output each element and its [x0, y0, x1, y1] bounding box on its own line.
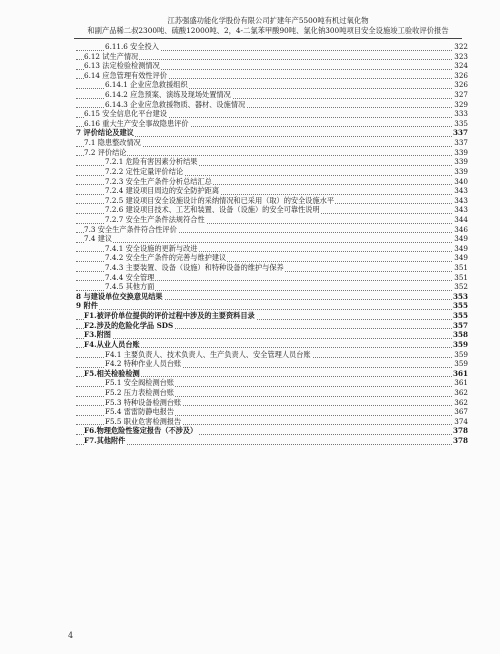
toc-dot-leader: [76, 155, 468, 156]
toc-entry-page: 361: [452, 368, 468, 378]
toc-entry[interactable]: [76, 359, 468, 369]
header-rule: [74, 38, 462, 39]
toc-entry[interactable]: [76, 42, 468, 52]
toc-entry-title: F6.物理危险性鉴定报告（不涉及）: [84, 426, 198, 436]
toc-entry-page: 326: [454, 80, 468, 90]
toc-entry[interactable]: [76, 321, 468, 331]
toc-entry-page: 346: [454, 224, 468, 234]
toc-dot-leader: [76, 242, 468, 243]
toc-entry[interactable]: [76, 71, 468, 81]
toc-entry-page: 378: [452, 426, 468, 436]
toc-entry[interactable]: [76, 378, 468, 388]
toc-entry[interactable]: [76, 253, 468, 263]
toc-entry-title: F7.其他附件: [84, 435, 126, 445]
toc-entry-title: 6.16 重大生产安全事故隐患评价: [84, 118, 189, 128]
toc-entry-title: 7.4.5 其他方面: [105, 282, 155, 292]
toc-entry-title: 7.2.2 定性定量评价结论: [105, 166, 184, 176]
toc-entry[interactable]: [76, 388, 468, 398]
toc-entry[interactable]: [76, 407, 468, 417]
toc-entry-title: 6.12 试生产情况: [84, 51, 139, 61]
toc-entry-page: 359: [454, 349, 468, 359]
header-line-1: 江苏强盛功能化学股份有限公司扩建年产5500吨有机过氧化物: [167, 16, 369, 25]
toc-entry[interactable]: [76, 417, 468, 427]
toc-entry[interactable]: [76, 119, 468, 129]
toc-entry-page: 367: [454, 407, 468, 417]
toc-entry-title: F2.涉及的危险化学品 SDS: [84, 320, 174, 330]
toc-entry-title: 6.13 法定检验检测情况: [84, 61, 160, 71]
toc-entry-page: 333: [454, 109, 468, 119]
toc-entry-page: 351: [454, 272, 468, 282]
toc-entry-title: F3.附图: [84, 330, 111, 340]
toc-entry-title: 7.1 隐患整改情况: [84, 138, 141, 148]
toc-entry[interactable]: [76, 340, 468, 350]
toc-entry-page: 358: [452, 330, 468, 340]
toc-entry[interactable]: [76, 369, 468, 379]
toc-entry-page: 343: [454, 186, 468, 196]
toc-entry-title: F1.被评价单位提供的评价过程中涉及的主要资料目录: [84, 311, 255, 321]
toc-dot-leader: [76, 444, 468, 445]
toc-entry-page: 362: [454, 387, 468, 397]
toc-entry-title: 9 附件: [76, 301, 98, 311]
toc-entry[interactable]: [76, 177, 468, 187]
header-line-2: 和副产品稀二叔2300吨、硫酸12000吨、2，4-二氯苯甲酸90吨、氯化钠300吨项目安全设施竣工验收评价报告: [87, 26, 449, 35]
toc-entry-page: 359: [454, 359, 468, 369]
toc-entry-page: 355: [452, 311, 468, 321]
toc-entry[interactable]: [76, 234, 468, 244]
toc-entry-title: F5.4 雷雷防静电报告: [105, 407, 175, 417]
toc-entry-page: 359: [452, 339, 468, 349]
toc-entry[interactable]: [76, 215, 468, 225]
toc-entry-page: 343: [454, 205, 468, 215]
toc-entry[interactable]: [76, 90, 468, 100]
toc-entry[interactable]: [76, 138, 468, 148]
toc-entry-title: F5.2 压力表检测台账: [105, 387, 175, 397]
toc-entry-title: F5.相关检验检测: [84, 368, 140, 378]
toc-entry-title: 7.4.2 安全生产条件的完善与维护建议: [105, 253, 227, 263]
toc-entry-title: F4.1 主要负责人、技术负责人、生产负责人、安全管理人员台账: [105, 349, 311, 359]
toc-entry-title: 6.14.2 应急预案、演练及现场处置情况: [105, 90, 231, 100]
toc-entry[interactable]: [76, 244, 468, 254]
toc-entry[interactable]: [76, 398, 468, 408]
toc-entry[interactable]: [76, 148, 468, 158]
toc-entry[interactable]: [76, 100, 468, 110]
toc-entry-title: 7.3 安全生产条件符合性评价: [84, 224, 177, 234]
toc-entry-title: 7.2.1 危险有害因素分析结果: [105, 157, 198, 167]
toc-entry-title: 6.14.1 企业应急救援组织: [105, 80, 188, 90]
toc-entry[interactable]: [76, 311, 468, 321]
toc-entry-title: 7.2.5 建设项目安全设施设计的采纳情况和已采用（取）的安全设施水平: [105, 195, 335, 205]
toc-entry-page: 374: [454, 416, 468, 426]
toc-entry-page: 329: [454, 99, 468, 109]
toc-entry-page: 349: [454, 243, 468, 253]
toc-entry[interactable]: [76, 167, 468, 177]
toc-entry[interactable]: [76, 196, 468, 206]
toc-entry-page: 362: [454, 397, 468, 407]
toc-entry[interactable]: [76, 330, 468, 340]
toc-entry-page: 361: [454, 378, 468, 388]
toc-entry-page: 339: [454, 147, 468, 157]
toc-entry[interactable]: [76, 292, 468, 302]
page-number: 4: [68, 631, 74, 640]
toc-entry-title: 7.2.7 安全生产条件法规符合性: [105, 214, 205, 224]
toc-entry-title: 7.4.1 安全设施的更新与改进: [105, 243, 198, 253]
toc-entry-title: 7.2.6 建设项目技术、工艺和装置、设备（设施）的安全可靠性说明: [105, 205, 320, 215]
toc-entry-title: F5.3 特种设备检测台账: [105, 397, 182, 407]
toc-entry-title: 6.11.6 安全投入: [105, 42, 159, 51]
toc-entry-page: 349: [454, 234, 468, 244]
toc-entry-page: 337: [454, 138, 468, 148]
toc-dot-leader: [76, 309, 468, 310]
toc-entry-title: 8 与建设单位交换意见结果: [76, 291, 163, 301]
toc-entry-page: 352: [454, 282, 468, 292]
toc-entry-title: 7.2 评价结论: [84, 147, 127, 157]
toc-entry-page: 353: [452, 291, 468, 301]
toc-entry-page: 335: [454, 118, 468, 128]
toc-entry-title: 7.4 建议: [84, 234, 113, 244]
toc-entry-page: 355: [452, 301, 468, 311]
toc-entry-page: 322: [454, 42, 468, 51]
toc-entry-page: 337: [452, 128, 468, 138]
toc-entry-page: 327: [454, 90, 468, 100]
toc-entry[interactable]: [76, 52, 468, 62]
toc-entry-page: 357: [452, 320, 468, 330]
toc-entry[interactable]: [76, 282, 468, 292]
toc-entry-title: 6.15 安全信息化平台建设: [84, 109, 167, 119]
toc-entry[interactable]: [76, 109, 468, 119]
toc-entry-title: F5.5 职业危害检测报告: [105, 416, 182, 426]
toc-entry-page: 339: [454, 166, 468, 176]
toc-entry[interactable]: [76, 273, 468, 283]
toc-entry-page: 323: [454, 51, 468, 61]
toc-entry[interactable]: [76, 205, 468, 215]
toc-entry-page: 340: [454, 176, 468, 186]
toc-entry[interactable]: [76, 157, 468, 167]
toc-entry-page: 378: [452, 435, 468, 445]
toc-entry[interactable]: [76, 80, 468, 90]
toc-entry-page: 326: [454, 70, 468, 80]
table-of-contents: [76, 42, 468, 446]
toc-entry-title: 6.14 应急管理有效性评价: [84, 70, 167, 80]
toc-entry-title: 7 评价结论及建议: [76, 128, 134, 138]
toc-entry-title: 7.4.4 安全管理: [105, 272, 155, 282]
toc-entry[interactable]: [76, 186, 468, 196]
toc-entry-title: F4.从业人员台账: [84, 339, 140, 349]
toc-dot-leader: [76, 338, 468, 339]
toc-entry[interactable]: [76, 350, 468, 360]
toc-entry[interactable]: [76, 301, 468, 311]
toc-entry[interactable]: [76, 426, 468, 436]
toc-entry-page: 349: [454, 253, 468, 263]
toc-entry[interactable]: [76, 61, 468, 71]
toc-entry[interactable]: [76, 263, 468, 273]
toc-entry-title: F4.2 特种作业人员台账: [105, 359, 182, 369]
toc-entry-page: 344: [454, 214, 468, 224]
toc-entry[interactable]: [76, 128, 468, 138]
toc-entry-title: 7.4.3 主要装置、设备（设施）和特种设备的维护与保养: [105, 263, 284, 273]
toc-entry-page: 324: [454, 61, 468, 71]
toc-entry-page: 343: [454, 195, 468, 205]
page-header: [74, 16, 462, 36]
toc-entry-page: 351: [454, 263, 468, 273]
toc-entry[interactable]: [76, 225, 468, 235]
toc-entry-page: 339: [454, 157, 468, 167]
toc-entry-title: 7.2.3 安全生产条件分析总结汇总: [105, 176, 212, 186]
toc-entry-title: 6.14.3 企业应急救援物质、器材、设施情况: [105, 99, 246, 109]
toc-entry-title: F5.1 安全阀检测台账: [105, 378, 175, 388]
toc-entry-title: 7.2.4 建设项目周边的安全防护距离: [105, 186, 220, 196]
toc-entry[interactable]: [76, 436, 468, 446]
